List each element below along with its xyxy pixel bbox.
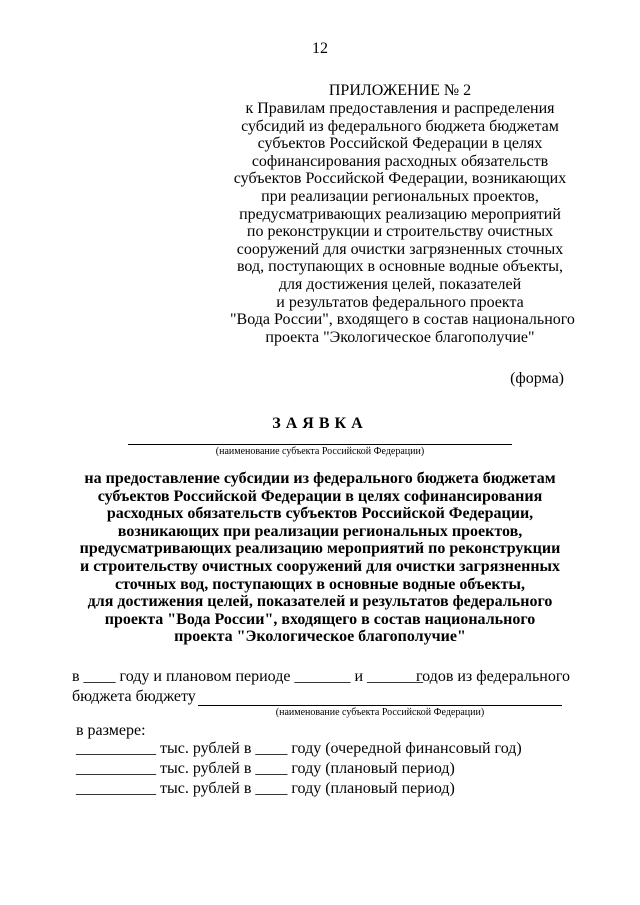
region-name-line [128, 444, 512, 445]
amount-row: __________ тыс. рублей в ____ году (плановый период) [76, 780, 455, 797]
year-period-text: в ____ году и плановом периоде _______ и _______ [72, 668, 424, 685]
purpose-line: для достижения целей, показателей и результатов федерального [87, 593, 553, 611]
appendix-line: при реализации региональных проектов, [261, 187, 539, 205]
appendix-title: ПРИЛОЖЕНИЕ № 2 [328, 82, 472, 99]
appendix-line: сооружений для очистки загрязненных сточных [236, 240, 564, 258]
purpose-line: субъектов Российской Федерации в целях софинансирования [97, 487, 543, 505]
amount-row: __________ тыс. рублей в ____ году (плановый период) [76, 760, 455, 777]
appendix-reference [230, 100, 575, 346]
page-number: 12 [312, 40, 328, 57]
appendix-line: и результатов федерального проекта [276, 293, 524, 311]
appendix-line: субсидий из федерального бюджета бюджетам [241, 117, 559, 135]
purpose-line: проекта "Вода России", входящего в состав национального [104, 610, 536, 628]
region-name-caption: (наименование субъекта Российской Федерации) [215, 446, 425, 457]
amount-row: __________ тыс. рублей в ____ году (очередной финансовый год) [76, 740, 522, 757]
appendix-line: проекта "Экологическое благополучие" [265, 328, 535, 346]
appendix-line: субъектов Российской Федерации, возникающих [233, 170, 567, 188]
form-mark: (форма) [510, 370, 564, 387]
document-title: ЗАЯВКА [272, 415, 368, 432]
application-purpose [70, 470, 570, 646]
appendix-line: субъектов Российской Федерации в целях [257, 135, 543, 153]
appendix-line: "Вода России", входящего в состав национального [230, 311, 575, 329]
appendix-line: вод, поступающих в основные водные объекты, [236, 258, 563, 276]
appendix-line: софинансирования расходных обязательств [251, 152, 549, 170]
year-period-row [72, 668, 570, 686]
appendix-line: для достижения целей, показателей [278, 275, 522, 293]
purpose-line: проекта "Экологическое благополучие" [174, 628, 466, 646]
appendix-line: по реконструкции и строительству очистных [246, 223, 554, 241]
budget-recipient-caption: (наименование субъекта Российской Федерации) [275, 707, 485, 718]
purpose-line: возникающих при реализации региональных проектов, [117, 522, 523, 540]
purpose-line: сточных вод, поступающих в основные водные объекты, [115, 575, 525, 593]
federal-budget-text: годов из федерального [415, 668, 570, 685]
appendix-line: предусматривающих реализацию мероприятий [239, 205, 561, 223]
purpose-line: и строительству очистных сооружений для очистки загрязненных [79, 557, 561, 575]
budget-recipient-label: бюджета бюджету [72, 688, 196, 705]
appendix-line: к Правилам предоставления и распределения [245, 100, 555, 117]
purpose-line: расходных обязательств субъектов Российской Федерации, [106, 505, 534, 523]
amount-label: в размере: [76, 722, 146, 739]
budget-recipient-line [198, 705, 562, 706]
purpose-line: предусматривающих реализацию мероприятий по реконструкции [79, 540, 561, 558]
purpose-line: на предоставление субсидии из федерального бюджета бюджетам [84, 470, 556, 487]
